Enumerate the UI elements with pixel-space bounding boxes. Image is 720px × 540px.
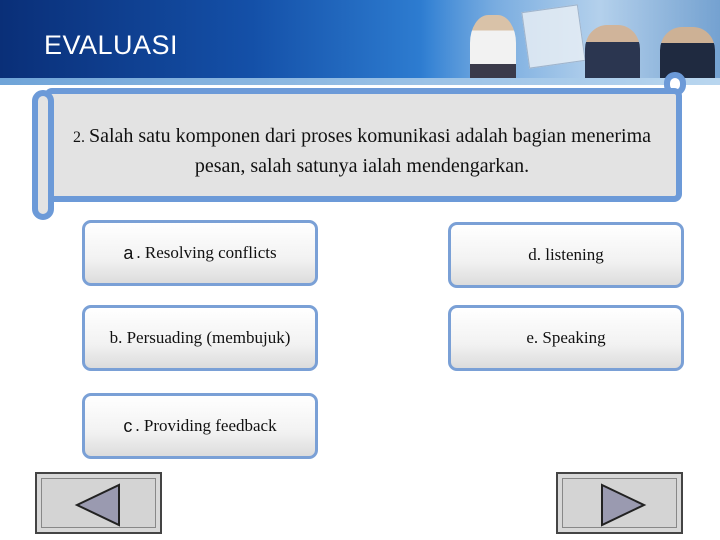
answer-label: . Resolving conflicts <box>136 243 277 262</box>
triangle-right-icon <box>558 474 685 536</box>
triangle-left-icon <box>37 474 164 536</box>
presenter-figure <box>470 15 516 85</box>
answer-label: . listening <box>536 245 604 264</box>
question-body: Salah satu komponen dari proses komunikasi adalah bagian menerima pesan, salah satunya ialah mendengarkan. <box>88 125 652 177</box>
answer-letter: a <box>123 242 134 263</box>
answer-letter: b <box>109 328 119 347</box>
question-number: 2. <box>72 129 85 146</box>
answer-letter: e <box>526 328 534 347</box>
presentation-board <box>521 4 585 68</box>
answer-c-button[interactable] <box>82 393 318 459</box>
next-button[interactable] <box>556 472 683 534</box>
answer-e-button[interactable] <box>448 305 684 371</box>
answer-a-button[interactable] <box>82 220 318 286</box>
answer-letter: c <box>123 415 133 436</box>
answer-label: . Persuading (membujuk) <box>118 328 291 347</box>
scroll-curl-left <box>32 90 54 220</box>
answer-d-button[interactable] <box>448 222 684 288</box>
question-text <box>62 122 662 181</box>
audience-figure <box>585 25 640 85</box>
answer-label: . Speaking <box>533 328 606 347</box>
header-stripe <box>0 78 720 85</box>
answer-b-button[interactable] <box>82 305 318 371</box>
slide-title: EVALUASI <box>44 30 179 60</box>
answer-label: . Providing feedback <box>135 416 277 435</box>
answer-letter: d <box>528 245 537 264</box>
previous-button[interactable] <box>35 472 162 534</box>
